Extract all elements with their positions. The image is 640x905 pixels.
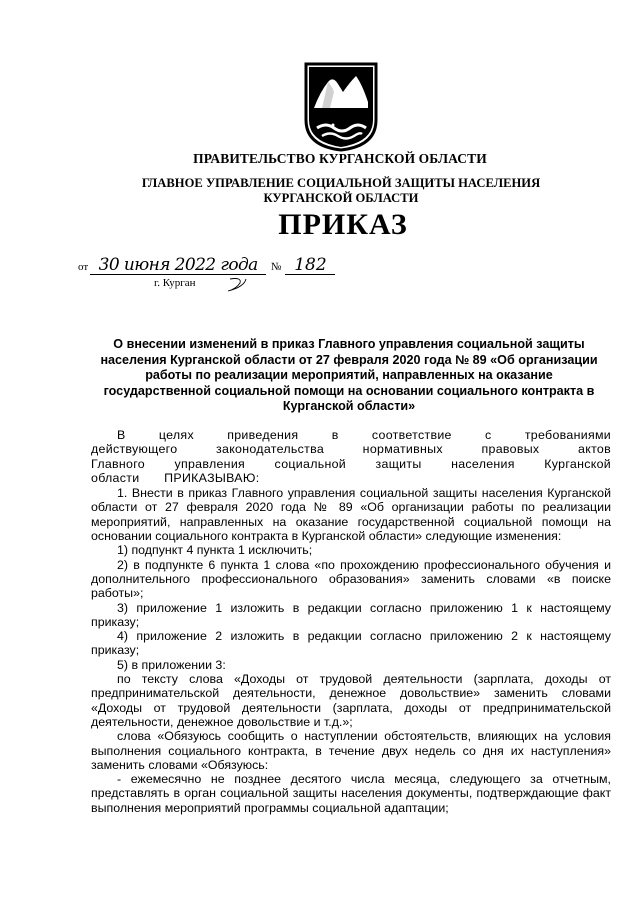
handwritten-date: 30 июня 2022 года	[90, 256, 266, 275]
organization-name: ПРАВИТЕЛЬСТВО КУРГАНСКОЙ ОБЛАСТИ	[193, 151, 487, 166]
document-type-title: ПРИКАЗ	[278, 208, 408, 241]
paragraph-item-1: 1. Внести в приказ Главного управления социальной защиты населения Курганской области от 27 февраля 2020 года № 89 «Об организации работы по реализации мероприятий, направленных на оказание государственной социальной помощи на основании социального контракта в Курганской области» следующие изменения:	[91, 486, 611, 544]
handwritten-number: 182	[285, 256, 335, 275]
document-subject: О внесении изменений в приказ Главного управления социальной защиты населения Курганской области от 27 февраля 2020 года № 89 «Об организации работы по реализации мероприятий, направленных на оказание государственной социальной помощи на основании социального контракта в Курганской области»	[100, 337, 598, 413]
change-text-1: по тексту слова «Доходы от трудовой деятельности (зарплата, доходы от предпринимательской деятельности, денежное довольствие» заменить словами «Доходы от трудовой деятельности (зарплата, доходы от предпринимательской деятельности, денежное довольствие и т.д.»;	[91, 672, 611, 729]
subitem-2: 2) в подпункте 6 пункта 1 слова «по прохождению профессионального обучения и дополнительного профессионального образования» заменить словами «в поиске работы»;	[91, 557, 611, 601]
subitem-5: 5) в приложении 3:	[117, 657, 226, 672]
subitem-1: 1) подпункт 4 пункта 1 исключить;	[117, 543, 313, 558]
document-body	[91, 428, 611, 815]
department-line-1: ГЛАВНОЕ УПРАВЛЕНИЕ СОЦИАЛЬНОЙ ЗАЩИТЫ НАСЕЛЕНИЯ	[141, 176, 541, 190]
preamble-paragraph: В целях приведения в соответствие с требованиями действующего законодательства нормативных правовых актов Главного управления социальной защиты населения Курганской области ПРИКАЗЫВАЮ:	[91, 428, 611, 485]
date-number-line	[78, 256, 335, 275]
subitem-3: 3) приложение 1 изложить в редакции согласно приложению 1 к настоящему приказу;	[91, 600, 611, 629]
subitem-4: 4) приложение 2 изложить в редакции согласно приложению 2 к настоящему приказу;	[91, 629, 611, 658]
kurgan-region-coat-of-arms-icon	[304, 62, 378, 152]
signature-scribble-icon	[200, 275, 250, 295]
department-line-2: КУРГАНСКОЙ ОБЛАСТИ	[263, 191, 419, 205]
number-prefix: №	[270, 261, 282, 273]
date-prefix: от	[78, 261, 89, 273]
city-label: г. Курган	[154, 277, 196, 289]
department-name	[0, 176, 640, 206]
change-text-2: слова «Обязуюсь сообщить о наступлении обстоятельств, влияющих на условия выполнения социального контракта, в течение двух недель со дня их наступления» заменить словами «Обязуюсь:	[91, 729, 611, 772]
change-text-3: - ежемесячно не позднее десятого числа месяца, следующего за отчетным, представлять в орган социальной защиты населения документы, подтверждающие факт выполнения мероприятий программы социальной адаптации;	[91, 772, 611, 815]
